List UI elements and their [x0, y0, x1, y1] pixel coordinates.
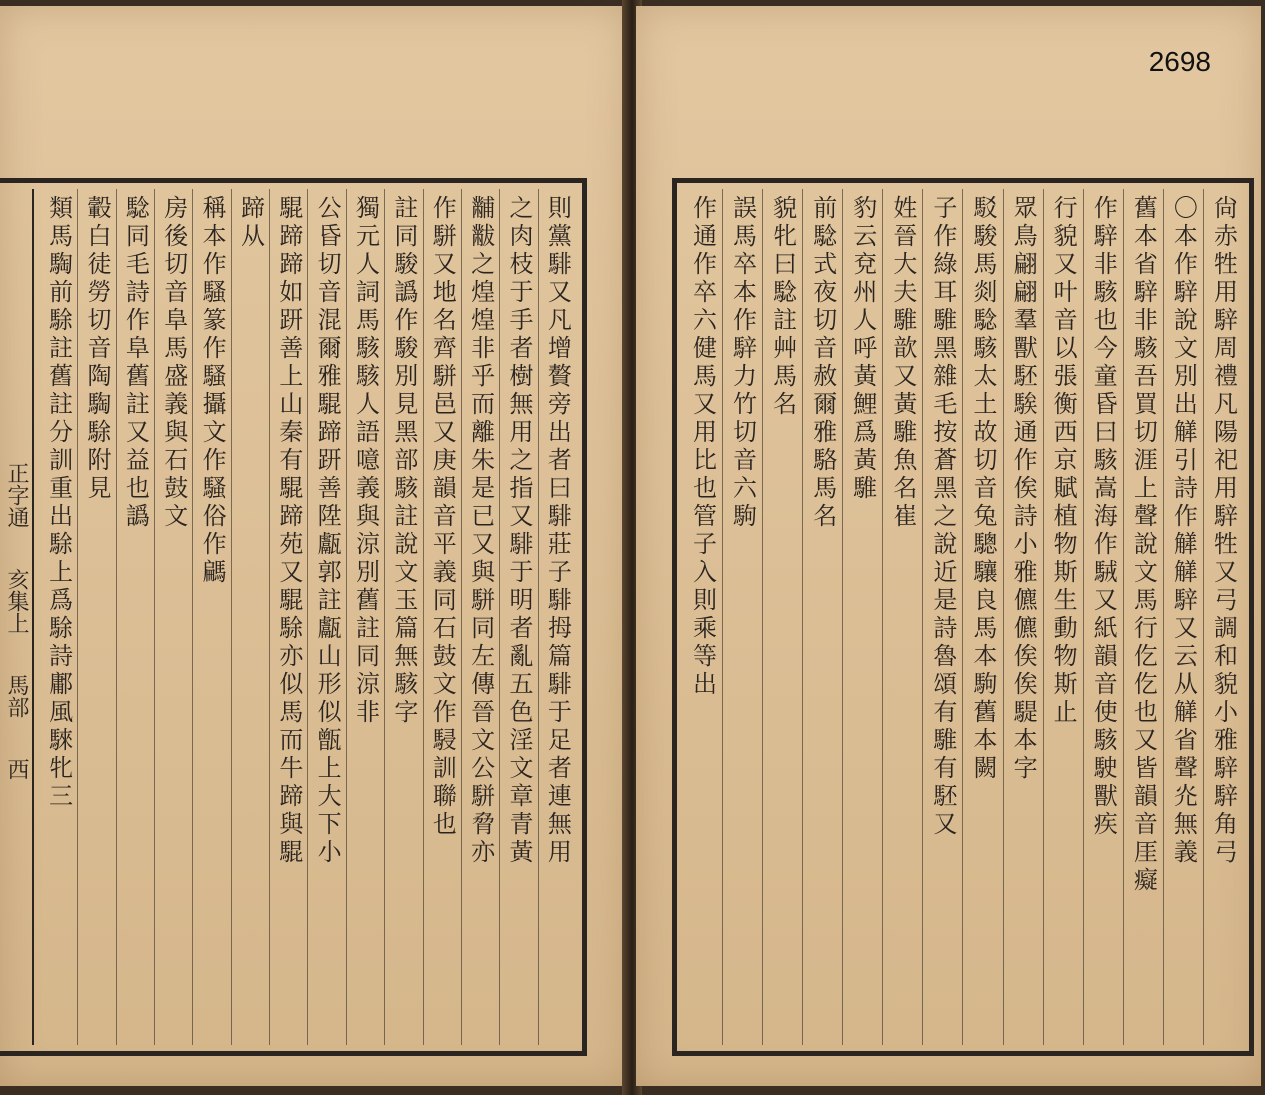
right-page — [636, 6, 1261, 1086]
right-page-column — [802, 189, 842, 1045]
left-margin-section: 馬部 — [4, 674, 29, 718]
left-page-column — [461, 189, 499, 1045]
column-text: 公昏切音混爾雅騉蹄趼善陞甗郭註甗山形似甑上大下小 — [313, 195, 342, 867]
right-page-column — [1123, 189, 1163, 1045]
column-text: 類馬騊前駼註舊註分訓重出駼上爲駼詩鄘風騋牝三 — [44, 195, 73, 811]
left-page-column — [231, 189, 269, 1045]
column-text: 則黨騑又凡增贅旁出者曰騑莊子騑拇篇騑于足者連無用 — [543, 195, 572, 867]
left-page-column — [77, 189, 115, 1045]
column-text: 行貌又叶音以張衡西京賦植物斯生動物斯止 — [1049, 195, 1078, 727]
left-page — [0, 6, 628, 1086]
left-margin-ear — [0, 189, 34, 1045]
left-columns — [40, 189, 576, 1045]
right-page-column — [722, 189, 762, 1045]
left-text-frame — [0, 178, 587, 1056]
right-page-column — [1203, 189, 1243, 1045]
right-page-column — [683, 189, 722, 1045]
left-margin-title: 正字通 — [4, 462, 29, 528]
right-text-frame — [672, 178, 1254, 1056]
column-text: 豹云兗州人呼黃鯉爲黃騅 — [848, 195, 877, 503]
column-text: 註同駿譌作駿別見黑部駭註說文玉篇無駭字 — [389, 195, 418, 727]
column-text: 誤馬卒本作騂力竹切音六駒 — [728, 195, 757, 531]
left-margin-volume: 亥集上 — [4, 568, 29, 634]
column-text: 之肉枝于手者樹無用之指又騑于明者亂五色淫文章青黃 — [504, 195, 533, 867]
left-page-column — [192, 189, 230, 1045]
column-text: 騐同毛詩作阜舊註又益也譌 — [121, 195, 150, 531]
column-text: 尙赤牲用騂周禮凡陽祀用騂牲又弓調和貌小雅騂騂角弓 — [1209, 195, 1238, 867]
right-page-column — [1163, 189, 1203, 1045]
column-text: 作駢又地名齊駢邑又庚韻音平義同石鼓文作駸訓聯也 — [428, 195, 457, 839]
column-text: 子作綠耳騅黑雜毛按蒼黑之說近是詩魯頌有騅有駓又 — [928, 195, 957, 839]
column-text: 獨元人詞馬駭駭人語噫義與涼別舊註同涼非 — [351, 195, 380, 727]
left-page-column — [40, 189, 77, 1045]
left-page-column — [154, 189, 192, 1045]
column-text: 姓晉大夫騅歆又黃騅魚名崔 — [888, 195, 917, 531]
column-text: 舊本省騂非駭吾買切涯上聲說文馬行仡仡也又皆韻音厓癡 — [1129, 195, 1158, 895]
column-text: 騉蹄蹄如趼善上山秦有騉蹄苑又騉駼亦似馬而牛蹄與騉 — [274, 195, 303, 867]
column-text: 轂白徒勞切音陶騊駼附見 — [83, 195, 112, 503]
left-page-column — [307, 189, 345, 1045]
right-page-column — [762, 189, 802, 1045]
right-page-column — [922, 189, 962, 1045]
column-text: 房後切音阜馬盛義與石鼓文 — [159, 195, 188, 531]
left-page-column — [269, 189, 307, 1045]
column-text: 蹄从 — [236, 195, 265, 251]
right-page-column — [1003, 189, 1043, 1045]
column-text: 駁駿馬剡騐駭太土故切音兔驄驤良馬本駒舊本闕 — [969, 195, 997, 783]
column-text: 作騂非駭也今童昏曰駭嵩海作駥又紙韻音使駭駛獸疾 — [1089, 195, 1118, 839]
column-text: 前騐式夜切音赦爾雅駱馬名 — [808, 195, 837, 531]
column-text: 貌牝曰騐註艸馬名 — [768, 195, 797, 419]
left-page-column — [423, 189, 461, 1045]
column-text: 眾鳥翩翩羣獸駓騃通作俟詩小雅儦儦俟俟騠本字 — [1009, 195, 1038, 783]
column-text: 作通作卒六健馬又用比也管子入則乘等出 — [688, 195, 717, 699]
right-page-column — [882, 189, 922, 1045]
right-page-column — [1043, 189, 1083, 1045]
column-text: 黼黻之煌煌非乎而離朱是已又與駢同左傳晉文公駢脅亦 — [466, 195, 495, 867]
right-page-column — [962, 189, 1002, 1045]
left-page-column — [538, 189, 576, 1045]
page-number-badge: 2698 — [1148, 46, 1211, 77]
left-page-column — [499, 189, 537, 1045]
right-page-column — [1083, 189, 1123, 1045]
left-page-column — [116, 189, 154, 1045]
left-margin-folio: 西 — [4, 758, 29, 780]
column-text: 稱本作騷篆作騷攝文作騷俗作騗 — [198, 195, 227, 587]
right-page-column — [842, 189, 882, 1045]
column-text: 〇本作騂說文別出觲引詩作觲觲騂又云从觲省聲灮無義 — [1169, 195, 1198, 867]
left-page-column — [384, 189, 422, 1045]
left-page-column — [346, 189, 384, 1045]
right-columns — [683, 189, 1243, 1045]
